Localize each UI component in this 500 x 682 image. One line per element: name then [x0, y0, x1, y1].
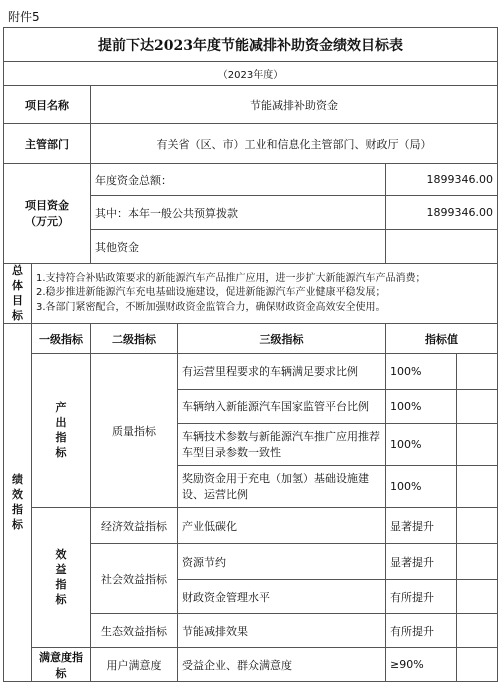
header-level1: 一级指标 — [32, 324, 91, 354]
overall-goal-char: 总 — [12, 264, 23, 277]
department-label: 主管部门 — [4, 124, 91, 164]
indicator-name: 节能减排效果 — [178, 614, 386, 648]
value-spacer — [457, 508, 498, 544]
output-char: 出 — [55, 416, 67, 430]
value-spacer — [457, 580, 498, 614]
section-char: 指 — [12, 502, 23, 516]
indicator-name: 资源节约 — [178, 544, 386, 580]
section-char: 绩 — [12, 473, 23, 487]
section-char: 标 — [12, 517, 23, 531]
indicator-value: 显著提升 — [386, 508, 457, 544]
project-name-value: 节能减排补助资金 — [91, 86, 498, 124]
social-indicators-label: 社会效益指标 — [91, 544, 178, 614]
overall-goal-char: 目 — [12, 293, 23, 307]
benefit-char: 标 — [55, 592, 67, 606]
benefit-char: 指 — [55, 577, 67, 591]
department-value: 有关省（区、市）工业和信息化主管部门、财政厅（局） — [91, 124, 498, 164]
header-level2: 二级指标 — [91, 324, 178, 354]
value-spacer — [457, 390, 498, 424]
value-spacer — [457, 466, 498, 508]
section-char: 效 — [12, 488, 23, 502]
satisfaction-indicators-label: 满意度指标 — [32, 648, 91, 682]
indicator-value: 显著提升 — [386, 544, 457, 580]
output-indicators-label — [32, 354, 91, 508]
indicator-name: 车辆技术参数与新能源汽车推广应用推荐车型目录参数一致性 — [178, 424, 386, 466]
funds-total-value: 1899346.00 — [386, 164, 498, 196]
output-char: 指 — [55, 430, 67, 444]
value-spacer — [457, 544, 498, 580]
value-spacer — [457, 424, 498, 466]
economic-indicators-label: 经济效益指标 — [91, 508, 178, 544]
performance-target-sheet — [3, 27, 497, 680]
overall-goal-line: 1.支持符合补贴政策要求的新能源汽车产品推广应用，进一步扩大新能源汽车产品消费； — [36, 272, 426, 284]
funds-label-line2: （万元） — [25, 214, 69, 228]
indicator-name: 产业低碳化 — [178, 508, 386, 544]
overall-goal-line: 3.各部门紧密配合，不断加强财政资金监管合力，确保财政资金高效安全使用。 — [36, 301, 386, 313]
overall-goal-char: 体 — [12, 278, 23, 292]
project-funds-label — [4, 164, 91, 264]
attachment-label: 附件5 — [8, 10, 40, 24]
funds-total-label: 年度资金总额： — [91, 164, 386, 196]
funds-other-value — [386, 230, 498, 264]
benefit-char: 效 — [55, 548, 67, 562]
indicator-value: ≥90% — [386, 648, 457, 682]
funds-budget-label: 其中：本年一般公共预算拨款 — [91, 196, 386, 230]
funds-other-label: 其他资金 — [91, 230, 386, 264]
overall-goal-line: 2.稳步推进新能源汽车充电基础设施建设，促进新能源汽车产业健康平稳发展； — [36, 287, 386, 299]
indicator-name: 财政资金管理水平 — [178, 580, 386, 614]
performance-indicators-label — [4, 324, 32, 682]
indicator-name: 车辆纳入新能源汽车国家监管平台比例 — [178, 390, 386, 424]
indicator-value: 有所提升 — [386, 580, 457, 614]
overall-goal-text — [32, 264, 498, 324]
header-level3: 三级指标 — [178, 324, 386, 354]
indicator-value: 100% — [386, 390, 457, 424]
header-value: 指标值 — [386, 324, 498, 354]
indicator-value: 100% — [386, 354, 457, 390]
indicator-value: 100% — [386, 466, 457, 508]
output-char: 标 — [55, 445, 67, 459]
benefit-indicators-label — [32, 508, 91, 648]
indicator-name: 奖励资金用于充电（加氢）基础设施建设、运营比例 — [178, 466, 386, 508]
indicator-value: 100% — [386, 424, 457, 466]
funds-label-line1: 项目资金 — [25, 198, 69, 212]
user-satisfaction-label: 用户满意度 — [91, 648, 178, 682]
indicator-value: 有所提升 — [386, 614, 457, 648]
table-title: 提前下达2023年度节能减排补助资金绩效目标表 — [4, 28, 498, 62]
value-spacer — [457, 354, 498, 390]
performance-target-table — [3, 27, 498, 682]
output-char: 产 — [55, 401, 67, 415]
overall-goal-label — [4, 264, 32, 324]
value-spacer — [457, 614, 498, 648]
indicator-name: 受益企业、群众满意度 — [178, 648, 386, 682]
project-name-label: 项目名称 — [4, 86, 91, 124]
funds-budget-value: 1899346.00 — [386, 196, 498, 230]
overall-goal-char: 标 — [12, 308, 23, 322]
quality-indicators-label: 质量指标 — [91, 354, 178, 508]
benefit-char: 益 — [55, 563, 67, 577]
ecological-indicators-label: 生态效益指标 — [91, 614, 178, 648]
year-note: （2023年度） — [4, 62, 498, 86]
indicator-name: 有运营里程要求的车辆满足要求比例 — [178, 354, 386, 390]
